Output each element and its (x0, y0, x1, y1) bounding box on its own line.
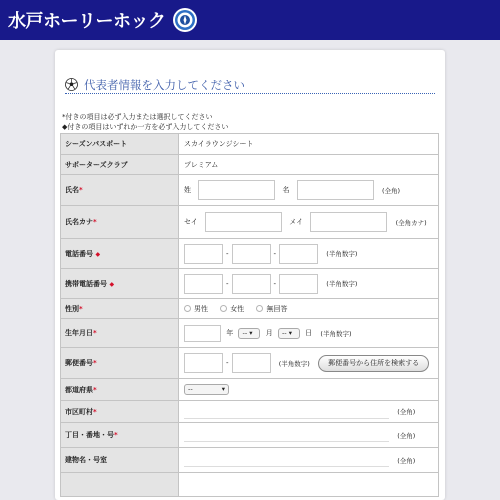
required-mark: * (79, 304, 83, 313)
kana-label (61, 206, 179, 239)
site-logo-text[interactable]: 水戸ホーリーホック (8, 11, 166, 32)
club-emblem-icon (172, 7, 198, 33)
form-row-name (61, 175, 439, 206)
street-input[interactable] (184, 428, 389, 442)
chevron-down-icon: ▾ (221, 385, 225, 393)
last-name-input[interactable] (198, 180, 275, 200)
gender-option-none[interactable] (256, 304, 287, 314)
first-name-input[interactable] (297, 180, 374, 200)
phone-label (61, 239, 179, 269)
mobile-separator: - (273, 279, 277, 288)
last-name-label: 姓 (184, 186, 191, 194)
year-unit: 年 (226, 329, 234, 337)
phone-label-text: 電話番号 (65, 249, 93, 258)
passport-value: スカイラウンジシート (179, 134, 439, 155)
mobile-inputs (179, 269, 439, 299)
phone-part2-input[interactable] (232, 244, 271, 264)
empty-value (179, 473, 439, 497)
postal-search-button[interactable]: 郵便番号から住所を検索する (318, 355, 429, 372)
required-mark: * (114, 431, 118, 439)
day-value: -- (281, 328, 287, 337)
gender-option-female[interactable] (220, 304, 244, 314)
postal-separator: - (226, 359, 229, 367)
mobile-hint: (半角数字) (326, 280, 358, 288)
kana-label-text: 氏名カナ (65, 218, 93, 226)
birth-year-input[interactable] (184, 325, 221, 342)
day-unit: 日 (305, 329, 313, 337)
street-label-text: 丁目・番地・号 (65, 431, 114, 439)
birth-month-select[interactable]: -- ▾ (238, 328, 260, 339)
name-hint: (全角) (381, 186, 401, 195)
month-value: -- (242, 328, 248, 337)
prefecture-input (179, 379, 439, 401)
required-mark: * (79, 186, 83, 194)
either-mark: ◆ (109, 280, 115, 288)
name-label (61, 175, 179, 206)
gender-options (179, 299, 439, 319)
radio-button[interactable] (184, 305, 191, 312)
gender-option-label: 無回答 (266, 304, 288, 313)
street-input-cell (179, 423, 439, 448)
building-label: 建物名・号室 (61, 448, 179, 473)
last-kana-label: セイ (184, 218, 198, 226)
form-row-kana (61, 206, 439, 239)
phone-hint: (半角数字) (326, 250, 358, 258)
postal-hint: (半角数字) (278, 359, 310, 368)
site-header (0, 0, 500, 40)
birthday-inputs (179, 319, 439, 348)
mobile-label-text: 携帯電話番号 (65, 279, 107, 288)
either-mark: ◆ (95, 250, 101, 258)
phone-separator: - (273, 249, 277, 258)
form-card (55, 50, 445, 500)
mobile-label (61, 269, 179, 299)
month-unit: 月 (265, 329, 273, 337)
name-inputs (179, 175, 439, 206)
first-name-label: 名 (282, 186, 290, 194)
form-row-club (61, 155, 439, 175)
passport-label: シーズンパスポート (61, 134, 179, 155)
phone-separator: - (226, 249, 229, 258)
mobile-part3-input[interactable] (279, 274, 318, 294)
form-row-city (61, 401, 439, 423)
section-header (65, 76, 435, 94)
kana-hint: (全角カナ) (395, 218, 427, 227)
birthday-hint: (半角数字) (320, 329, 352, 338)
gender-option-male[interactable] (184, 304, 208, 314)
street-label (61, 423, 179, 448)
prefecture-label-text: 都道府県 (65, 385, 93, 394)
required-mark: * (93, 218, 97, 226)
required-mark: * (93, 385, 97, 394)
required-mark: * (93, 407, 97, 416)
prefecture-value: -- (188, 385, 193, 393)
prefecture-select[interactable] (184, 384, 229, 395)
postal-label (61, 348, 179, 379)
form-row-street (61, 423, 439, 448)
either-note (62, 122, 228, 132)
mobile-part1-input[interactable] (184, 274, 223, 294)
form-row-empty (61, 473, 439, 497)
phone-inputs (179, 239, 439, 269)
form-row-gender (61, 299, 439, 319)
mobile-part2-input[interactable] (232, 274, 271, 294)
section-title: 代表者情報を入力してください (84, 77, 245, 92)
building-input[interactable] (184, 453, 389, 467)
last-kana-input[interactable] (205, 212, 282, 232)
soccer-ball-icon (65, 78, 78, 91)
first-kana-label: メイ (289, 218, 304, 226)
representative-form (60, 133, 439, 497)
required-mark: * (93, 359, 97, 367)
form-row-passport (61, 134, 439, 155)
club-label: サポーターズクラブ (61, 155, 179, 175)
club-value: プレミアム (179, 155, 439, 175)
postal-inputs (179, 348, 439, 379)
form-row-birthday (61, 319, 439, 348)
city-label (61, 401, 179, 423)
gender-option-label: 女性 (230, 304, 245, 313)
city-input[interactable] (184, 405, 389, 419)
mobile-separator: - (226, 279, 229, 288)
required-note (62, 112, 213, 122)
postal-label-text: 郵便番号 (65, 359, 93, 367)
birth-day-select[interactable]: -- ▾ (278, 328, 300, 339)
birthday-label-text: 生年月日 (65, 329, 93, 337)
radio-button[interactable] (220, 305, 227, 312)
postal-part2-input[interactable] (232, 353, 271, 373)
form-row-building (61, 448, 439, 473)
building-hint: (全角) (397, 456, 416, 465)
form-row-mobile (61, 269, 439, 299)
building-input-cell (179, 448, 439, 473)
street-hint: (全角) (397, 431, 416, 440)
required-mark: * (93, 329, 97, 337)
phone-part1-input[interactable] (184, 244, 223, 264)
postal-part1-input[interactable] (184, 353, 223, 373)
gender-label-text: 性別 (65, 304, 79, 313)
name-label-text: 氏名 (65, 186, 79, 194)
either-note-text: ◆付きの項目はいずれか一方を必ず入力してください (62, 123, 229, 131)
kana-inputs (179, 206, 439, 239)
form-row-prefecture (61, 379, 439, 401)
prefecture-label (61, 379, 179, 401)
gender-option-label: 男性 (194, 304, 208, 313)
radio-button[interactable] (256, 305, 263, 312)
form-row-postal (61, 348, 439, 379)
first-kana-input[interactable] (310, 212, 387, 232)
city-label-text: 市区町村 (65, 407, 93, 416)
phone-part3-input[interactable] (279, 244, 318, 264)
form-row-phone (61, 239, 439, 269)
city-input-cell (179, 401, 439, 423)
required-note-text: *付きの項目は必ず入力または選択してください (62, 113, 213, 121)
gender-label (61, 299, 179, 319)
birthday-label (61, 319, 179, 348)
city-hint: (全角) (397, 408, 416, 416)
empty-label (61, 473, 179, 497)
